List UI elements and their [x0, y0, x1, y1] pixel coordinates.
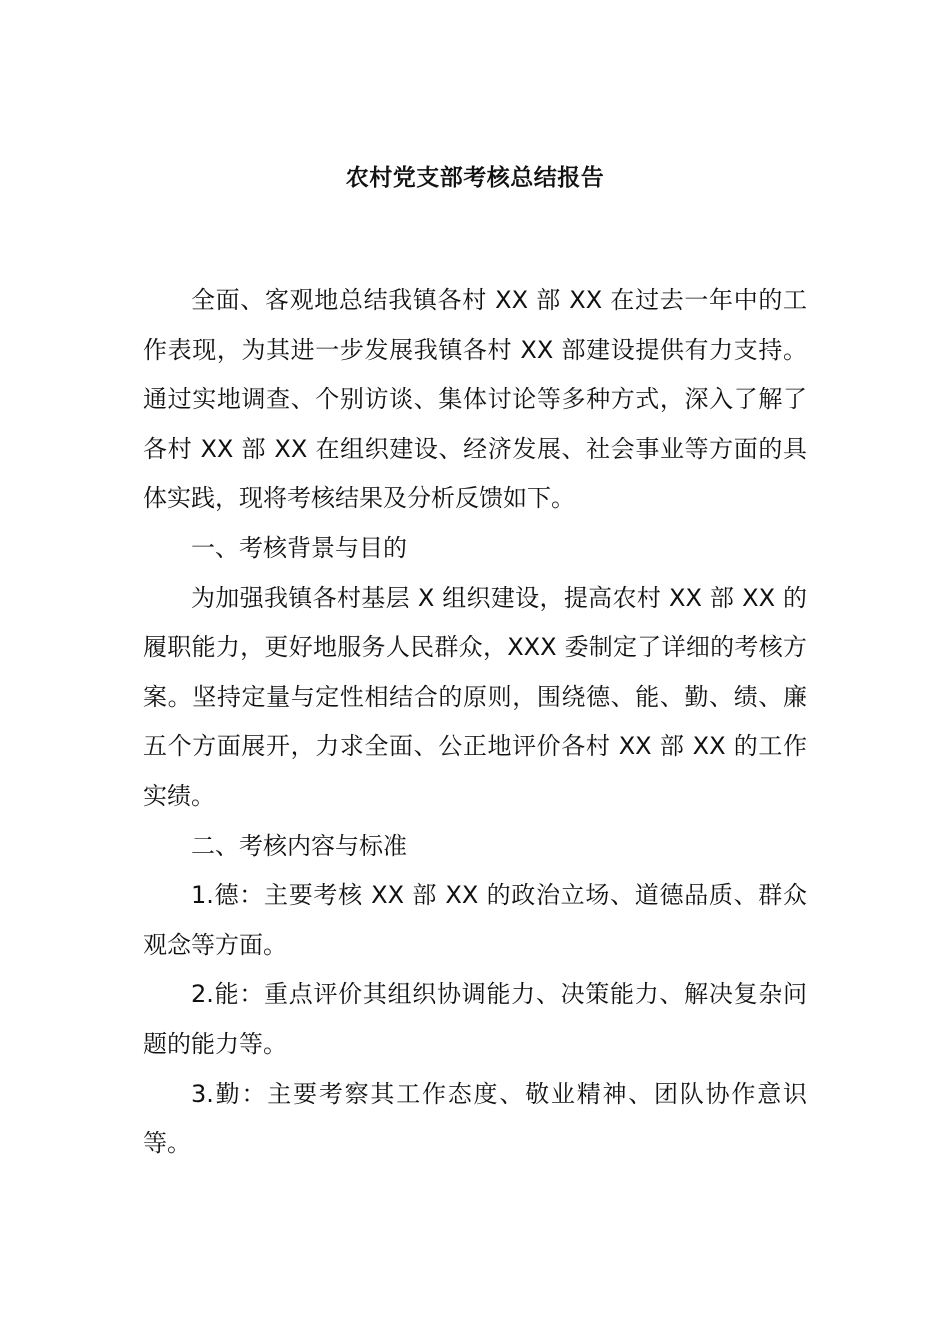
section-heading-1: 一、考核背景与目的	[191, 533, 407, 562]
list-item-neng: 2.能：重点评价其组织协调能力、决策能力、解决复杂问题的能力等。	[143, 980, 807, 1058]
document-title: 农村党支部考核总结报告	[345, 165, 605, 191]
paragraph-intro: 全面、客观地总结我镇各村 XX 部 XX 在过去一年中的工作表现，为其进一步发展我镇各村 XX 部建设提供有力支持。通过实地调查、个别访谈、集体讨论等多种方式，深入了解了各村 XX 部 XX 在组织建设、经济发展、社会事业等方面的具体实践，现将考核结果及分析反馈如下。	[143, 286, 807, 513]
section-heading-2: 二、考核内容与标准	[191, 831, 407, 860]
paragraph-background: 为加强我镇各村基层 X 组织建设，提高农村 XX 部 XX 的履职能力，更好地服务人民群众，XXX 委制定了详细的考核方案。坚持定量与定性相结合的原则，围绕德、能、勤、绩、廉五个方面展开，力求全面、公正地评价各村 XX 部 XX 的工作实绩。	[143, 583, 807, 810]
list-item-qin: 3.勤：主要考察其工作态度、敬业精神、团队协作意识等。	[143, 1079, 807, 1158]
document-body	[143, 276, 807, 1169]
list-item-de: 1.德：主要考核 XX 部 XX 的政治立场、道德品质、群众观念等方面。	[143, 881, 807, 959]
